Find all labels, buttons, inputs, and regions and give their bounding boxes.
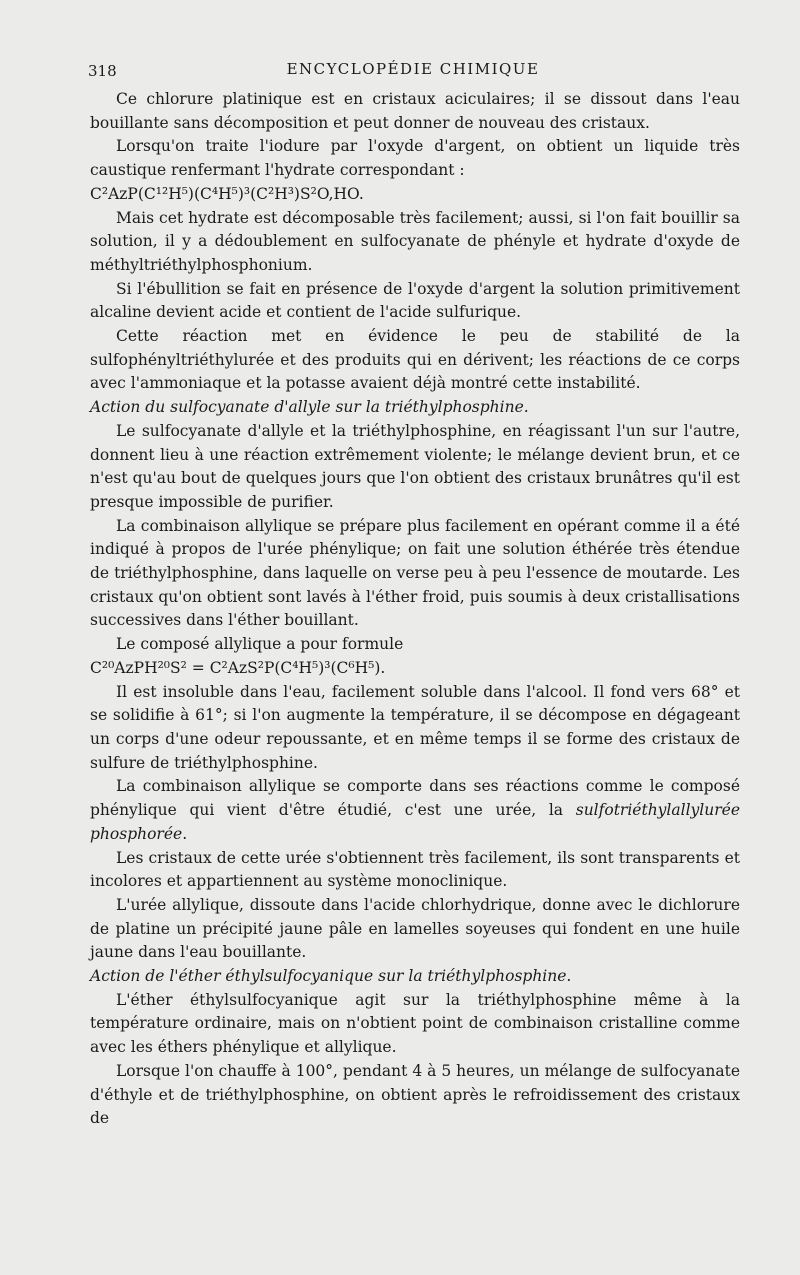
section-heading: Action de l'éther éthylsulfocyanique sur la triéthylphosphine.	[90, 967, 572, 986]
paragraph: Cette réaction met en évidence le peu de stabilité de la sulfophényltriéthylurée et des produits qui en dérivent; les réactions de ce corps avec l'ammoniaque et la potasse avaient déjà montré cette instabilité.	[90, 327, 740, 393]
italic-term: sulfotriéthylallylurée phosphorée	[90, 801, 740, 843]
paragraph: Lorsqu'on traite l'iodure par l'oxyde d'argent, on obtient un liquide très caustique renfermant l'hydrate correspondant :	[90, 137, 740, 180]
paragraph-tail: .	[182, 824, 188, 843]
section-heading: Action du sulfocyanate d'allyle sur la triéthylphosphine.	[90, 398, 529, 417]
paragraph: Ce chlorure platinique est en cristaux aciculaires; il se dissout dans l'eau bouillante sans décomposition et peut donner de nouveau des cristaux.	[90, 90, 740, 132]
paragraph: Le composé allylique a pour formule	[116, 635, 404, 654]
running-title: ENCYCLOPÉDIE CHIMIQUE	[286, 60, 540, 78]
paragraph: L'urée allylique, dissoute dans l'acide chlorhydrique, donne avec le dichlorure de platine un précipité jaune pâle en lamelles soyeuses qui fondent en une huile jaune dans l'eau bouillante.	[90, 895, 740, 962]
page-number: 318	[88, 62, 117, 80]
page-body	[90, 88, 740, 1131]
chemical-formula: C²⁰AzPH²⁰S² = C²AzS²P(C⁴H⁵)³(C⁶H⁵).	[90, 658, 386, 677]
paragraph: Le sulfocyanate d'allyle et la triéthylphosphine, en réagissant l'un sur l'autre, donnent lieu à une réaction extrêmement violente; le mélange devient brun, et ce n'est qu'au bout de quelques jours que l'on obtient des cristaux brunâtres qu'il est presque impossible de purifier.	[90, 421, 740, 511]
page-header	[88, 56, 738, 86]
paragraph: Lorsque l'on chauffe à 100°, pendant 4 à 5 heures, un mélange de sulfocyanate d'éthyle et de triéthylphosphine, on obtient après le refroidissement des cristaux de	[90, 1061, 740, 1128]
paragraph: La combinaison allylique se prépare plus facilement en opérant comme il a été indiqué à propos de l'urée phénylique; on fait une solution éthérée très étendue de triéthylphosphine, dans laquelle on verse peu à peu l'essence de moutarde. Les cristaux qu'on obtient sont lavés à l'éther froid, puis soumis à deux cristallisations successives dans l'éther bouillant.	[90, 516, 740, 630]
paragraph: Il est insoluble dans l'eau, facilement soluble dans l'alcool. Il fond vers 68° et se solidifie à 61°; si l'on augmente la température, il se décompose en dégageant un corps d'une odeur repoussante, et en même temps il se forme des cristaux de sulfure de triéthylphosphine.	[90, 682, 740, 772]
chemical-formula: C²AzP(C¹²H⁵)(C⁴H⁵)³(C²H³)S²O,HO.	[90, 184, 364, 203]
paragraph: Si l'ébullition se fait en présence de l'oxyde d'argent la solution primitivement alcaline devient acide et contient de l'acide sulfurique.	[90, 279, 740, 322]
paragraph	[90, 775, 740, 846]
paragraph: Les cristaux de cette urée s'obtiennent très facilement, ils sont transparents et incolores et appartiennent au système monoclinique.	[90, 848, 740, 891]
paragraph-text: La combinaison allylique se comporte dans ses réactions comme le composé phénylique qui vient d'être étudié, c'est une urée, la	[90, 777, 740, 820]
paragraph: Mais cet hydrate est décomposable très facilement; aussi, si l'on fait bouillir sa solution, il y a dédoublement en sulfocyanate de phényle et hydrate d'oxyde de méthyltriéthylphosphonium.	[90, 208, 740, 274]
paragraph: L'éther éthylsulfocyanique agit sur la triéthylphosphine même à la température ordinaire, mais on n'obtient point de combinaison cristalline comme avec les éthers phénylique et allylique.	[90, 990, 740, 1057]
